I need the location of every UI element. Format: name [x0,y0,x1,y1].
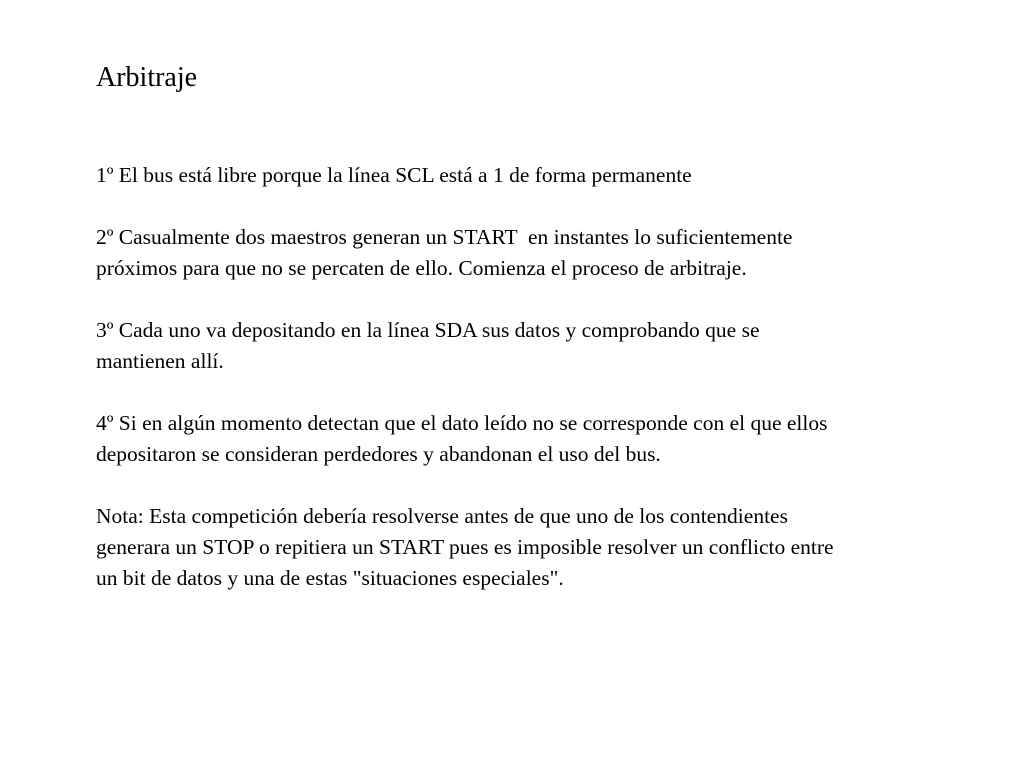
slide-body [96,160,996,625]
text-line: mantienen allí. [96,349,224,373]
text-line: generara un STOP o repitiera un START pues es imposible resolver un conflicto entre [96,535,834,559]
text-line: depositaron se consideran perdedores y abandonan el uso del bus. [96,442,661,466]
slide-title: Arbitraje [96,62,198,93]
paragraph-step-4 [96,408,996,470]
text-line: Nota: Esta competición debería resolverse antes de que uno de los contendientes [96,504,788,528]
paragraph-step-2 [96,222,996,284]
paragraph-step-1 [96,160,996,191]
text-line: próximos para que no se percaten de ello. Comienza el proceso de arbitraje. [96,256,747,280]
text-line: 1º El bus está libre porque la línea SCL está a 1 de forma permanente [96,163,692,187]
text-line: 2º Casualmente dos maestros generan un START en instantes lo suficientemente [96,225,793,249]
paragraph-step-3 [96,315,996,377]
text-line: un bit de datos y una de estas "situaciones especiales". [96,566,564,590]
text-line: 3º Cada uno va depositando en la línea SDA sus datos y comprobando que se [96,318,760,342]
text-line: 4º Si en algún momento detectan que el dato leído no se corresponde con el que ellos [96,411,828,435]
paragraph-note [96,501,996,594]
